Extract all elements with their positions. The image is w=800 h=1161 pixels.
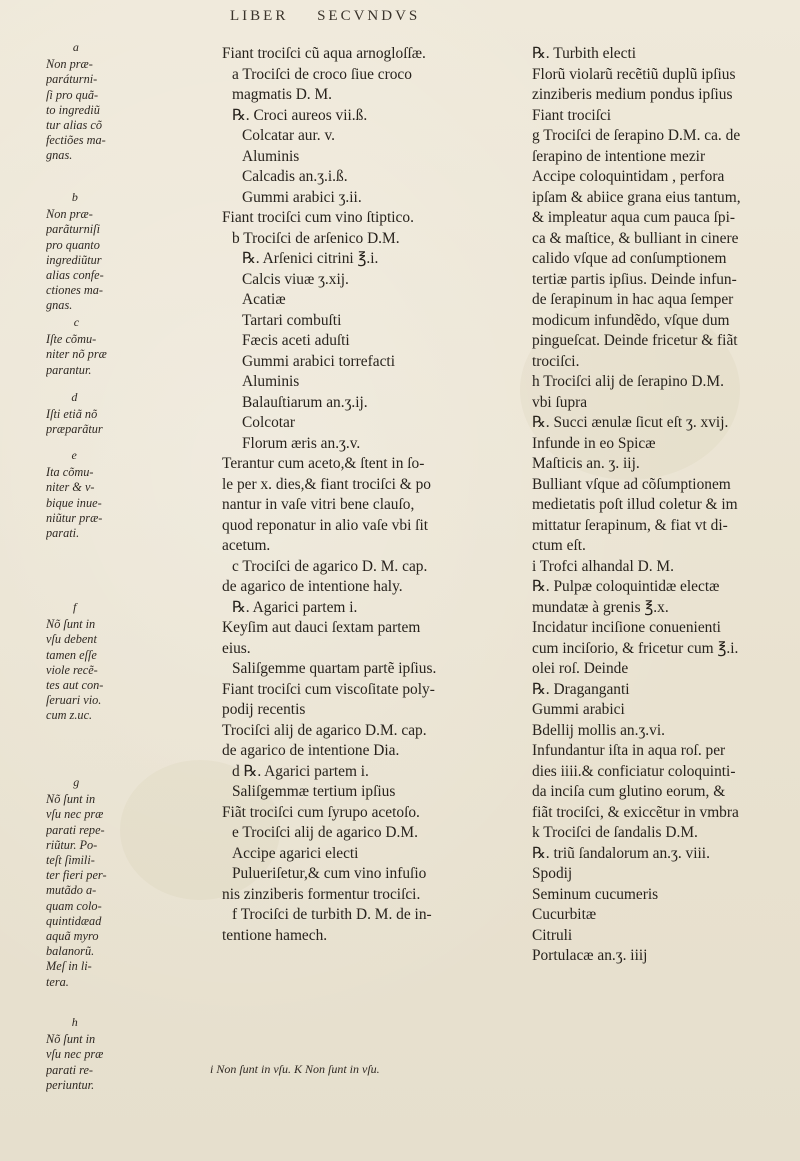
text-line: Citruli <box>532 926 573 944</box>
text-line: d ℞. Agarici partem i. <box>232 762 369 780</box>
margin-note-key: d <box>71 390 78 404</box>
margin-note-line: bique inue- <box>46 495 102 510</box>
text-line: nis zinziberis formentur trociſci. <box>222 885 421 903</box>
margin-note-line: alias confe- <box>46 268 104 283</box>
text-line: Keyſim aut dauci ſextam partem <box>222 619 421 636</box>
text-line: Trociſci alij de agarico D.M. cap. <box>222 721 427 739</box>
text-line: Accipe agarici electi <box>232 844 359 862</box>
margin-note <box>46 1013 103 1093</box>
margin-note-line: pro quanto <box>46 237 100 252</box>
text-line: a Trociſci de croco ſiue croco <box>232 65 412 83</box>
margin-note-line: gnas. <box>46 298 73 313</box>
text-line: olei roſ. Deinde <box>532 660 629 677</box>
margin-note-line: tes aut con- <box>46 678 104 693</box>
margin-note-line: Meſ in li- <box>46 959 92 974</box>
text-line: ℞. Arſenici citrini ℥.i. <box>242 250 379 267</box>
text-line: Tartari combuſti <box>242 311 342 329</box>
margin-note-line: balanorũ. <box>46 944 95 959</box>
text-line: Maſticis an. ʒ. iij. <box>532 455 640 472</box>
text-line: Florũ violarũ recẽtiũ duplũ ipſius <box>532 65 736 83</box>
margin-note-line: periuntur. <box>46 1077 95 1092</box>
margin-note-line: ſi pro quã- <box>46 87 99 102</box>
margin-note <box>46 446 102 541</box>
margin-note-key: f <box>73 600 77 614</box>
margin-note-line: ſeruari vio. <box>46 693 102 708</box>
text-line: Colcotar <box>242 414 295 431</box>
margin-note-line: Iſte cõmu- <box>46 332 97 347</box>
text-line: de ſerapinum in hac aqua ſemper <box>532 291 734 308</box>
margin-note-key: b <box>71 190 78 204</box>
margin-note-line: parantur. <box>46 362 92 377</box>
text-line: Fiãt trociſci cum ſyrupo acetoſo. <box>222 803 420 821</box>
text-line: Bdellij mollis an.ʒ.vi. <box>532 721 665 739</box>
text-line: Fæcis aceti aduſti <box>242 332 350 349</box>
text-line: Calcis viuæ ʒ.xij. <box>242 270 349 288</box>
margin-note-line: vſu debent <box>46 632 97 647</box>
text-line: ℞. triũ ſandalorum an.ʒ. viii. <box>532 844 710 862</box>
text-line: Aluminis <box>242 147 300 165</box>
text-line: ℞. Croci aureos vii.ß. <box>232 106 368 124</box>
margin-note-line: gnas. <box>46 148 73 163</box>
margin-note-line: parati repe- <box>46 822 105 837</box>
text-line: Gummi arabici <box>532 701 625 718</box>
text-line: pingueſcat. Deinde fricetur & fiãt <box>532 332 738 349</box>
text-line: ℞. Succi ænulæ ſicut eſt ʒ. xvij. <box>532 414 729 431</box>
text-line: Gummi arabici ʒ.ii. <box>242 188 362 206</box>
margin-note <box>46 38 106 164</box>
text-line: ſerapino de intentione mezir <box>532 147 706 165</box>
text-line: Aluminis <box>242 373 300 390</box>
margin-note-line: niũtur præ- <box>46 510 103 525</box>
margin-note-line: fectiões ma- <box>46 133 106 148</box>
text-line: i Trofci alhandal D. M. <box>532 557 674 575</box>
margin-note-line: tera. <box>46 974 69 989</box>
margin-note-line: Ita cõmu- <box>46 465 94 480</box>
margin-note-line: viole recẽ- <box>46 662 98 677</box>
text-line: ca & maſtice, & bulliant in cinere <box>532 229 739 247</box>
margin-note-line: mutãdo a- <box>46 883 97 898</box>
running-header <box>230 8 670 25</box>
text-line: de agarico de intentione Dia. <box>222 742 400 759</box>
text-line: trociſci. <box>532 352 580 370</box>
right-column <box>532 44 788 967</box>
text-line: dies iiii.& conficiatur coloquinti- <box>532 762 736 780</box>
text-line: ℞. Turbith electi <box>532 45 637 62</box>
text-line: c Trociſci de agarico D. M. cap. <box>232 557 428 575</box>
text-line: Gummi arabici torrefacti <box>242 352 395 370</box>
text-line: Saliſgemme quartam partẽ ipſius. <box>232 660 437 677</box>
text-line: Bulliant vſque ad cõſumptionem <box>532 475 731 493</box>
margin-note-line: tamen eſſe <box>46 647 97 662</box>
margin-note-key: c <box>73 315 80 329</box>
text-line: Incidatur inciſione conuenienti <box>532 619 721 636</box>
text-line: ipſam & abiice grana eius tantum, <box>532 188 741 206</box>
margin-note-line: cum z.uc. <box>46 708 93 723</box>
text-line: h Trociſci alij de ſerapino D.M. <box>532 373 724 390</box>
margin-note-line: ter fieri per- <box>46 868 107 883</box>
text-line: ℞. Pulpæ coloquintidæ electæ <box>532 578 720 595</box>
text-line: calido vſque ad conſumptionem <box>532 250 727 267</box>
margin-note-line: ctiones ma- <box>46 283 104 298</box>
margin-note-line: quam colo- <box>46 898 102 913</box>
text-line: g Trociſci de ſerapino D.M. ca. de <box>532 127 741 144</box>
margin-note-key: e <box>71 448 77 462</box>
margin-note-line: to ingrediũ <box>46 102 100 117</box>
text-line: Accipe coloquintidam , perfora <box>532 168 725 185</box>
margin-note-line: riũtur. Po- <box>46 837 98 852</box>
margin-note <box>46 313 107 378</box>
text-line: Cucurbitæ <box>532 906 597 923</box>
text-line: modicum infundẽdo, vſque dum <box>532 311 730 329</box>
text-line: ℞. Agarici partem i. <box>232 598 358 616</box>
margin-note-line: Non præ- <box>46 57 93 72</box>
margin-note <box>46 388 103 438</box>
text-line: b Trociſci de arſenico D.M. <box>232 229 400 247</box>
text-line: Acatiæ <box>242 291 286 308</box>
text-line: mittatur ſerapinum, & fiat vt di- <box>532 516 728 534</box>
header-right: SECVNDVS <box>317 8 421 24</box>
text-line: ℞. Draganganti <box>532 680 630 698</box>
margin-note-line: teſt ſimili- <box>46 853 95 868</box>
text-line: f Trociſci de turbith D. M. de in- <box>232 906 432 923</box>
margin-note <box>46 773 107 990</box>
margin-note-line: vſu nec præ <box>46 1047 104 1062</box>
text-line: podij recentis <box>222 701 306 718</box>
margin-note-key: a <box>72 40 79 54</box>
text-line: k Trociſci de ſandalis D.M. <box>532 824 698 841</box>
text-line: Infundantur iſta in aqua roſ. per <box>532 742 726 759</box>
margin-note <box>46 598 103 724</box>
text-line: Infunde in eo Spicæ <box>532 434 656 452</box>
header-left: LIBER <box>230 8 289 24</box>
margin-note-key: h <box>71 1015 78 1029</box>
margin-note-line: Nõ ſunt in <box>46 792 96 807</box>
text-line: Colcatar aur. v. <box>242 127 336 144</box>
text-line: & impleatur aqua cum pauca ſpi- <box>532 209 735 226</box>
text-line: Calcadis an.ʒ.i.ß. <box>242 168 348 185</box>
margin-note <box>46 188 104 314</box>
margin-note-line: Non præ- <box>46 207 93 222</box>
text-line: de agarico de intentione haly. <box>222 578 403 595</box>
margin-note-line: ingrediũtur <box>46 252 102 267</box>
margin-note-line: parati. <box>46 526 80 541</box>
margin-note-line: præparãtur <box>46 422 103 437</box>
text-line: mundatæ à grenis ℥.x. <box>532 598 669 616</box>
text-line: le per x. dies,& fiant trociſci & po <box>222 475 431 493</box>
text-line: tertiæ partis ipſius. Deinde infun- <box>532 270 737 288</box>
text-line: Fiant trociſci cũ aqua arnogloſſæ. <box>222 45 426 62</box>
margin-note-line: parati re- <box>46 1062 94 1077</box>
text-line: cum inciſorio, & fricetur cum ℥.i. <box>532 639 739 657</box>
margin-note-line: paráturni- <box>46 72 98 87</box>
text-line: Fiant trociſci <box>532 106 612 124</box>
text-line: nantur in vaſe vitri bene clauſo, <box>222 496 415 513</box>
text-line: e Trociſci alij de agarico D.M. <box>232 824 418 841</box>
margin-note-line: quintidæad <box>46 913 102 928</box>
text-line: Florum æris an.ʒ.v. <box>242 434 361 452</box>
text-line: Pulueriſetur,& cum vino infuſio <box>232 865 427 882</box>
text-line: acetum. <box>222 537 271 554</box>
text-line: Portulacæ an.ʒ. iiij <box>532 947 648 964</box>
left-column <box>222 44 506 946</box>
margin-note-line: Nõ ſunt in <box>46 617 96 632</box>
text-line: vbi ſupra <box>532 393 588 411</box>
footnote: i Non ſunt in vſu. K Non ſunt in vſu. <box>210 1062 380 1076</box>
text-line: Terantur cum aceto,& ſtent in ſo- <box>222 455 425 472</box>
text-line: eius. <box>222 639 251 657</box>
margin-note-line: vſu nec præ <box>46 807 104 822</box>
text-line: ctum eſt. <box>532 537 586 554</box>
margin-note-key: g <box>73 775 80 789</box>
text-line: fiãt trociſci, & exiccẽtur in vmbra <box>532 803 739 821</box>
text-line: zinziberis medium pondus ipſius <box>532 86 733 103</box>
text-line: Saliſgemmæ tertium ipſius <box>232 783 396 800</box>
margin-note-line: aquã myro <box>46 929 99 944</box>
margin-note-line: niter nõ præ <box>46 347 107 362</box>
margin-note-line: Iſti etiã nõ <box>46 407 98 422</box>
margin-note-line: niter & v- <box>46 480 95 495</box>
text-line: tentione hamech. <box>222 926 328 944</box>
text-line: magmatis D. M. <box>232 86 333 103</box>
margin-note-line: tur alias cõ <box>46 118 103 133</box>
text-line: quod reponatur in alio vaſe vbi ſit <box>222 516 429 534</box>
margin-note-line: Nõ ſunt in <box>46 1032 96 1047</box>
text-line: medietatis poſt illud coletur & im <box>532 496 738 513</box>
margin-note-line: parãturniſi <box>46 222 100 237</box>
text-line: Fiant trociſci cum vino ſtiptico. <box>222 209 414 226</box>
text-line: Fiant trociſci cum viscoſitate poly- <box>222 680 435 698</box>
text-line: Seminum cucumeris <box>532 885 659 903</box>
text-line: da inciſa cum glutino eorum, & <box>532 783 726 800</box>
text-line: Balauſtiarum an.ʒ.ij. <box>242 393 368 411</box>
text-line: Spodij <box>532 865 573 882</box>
